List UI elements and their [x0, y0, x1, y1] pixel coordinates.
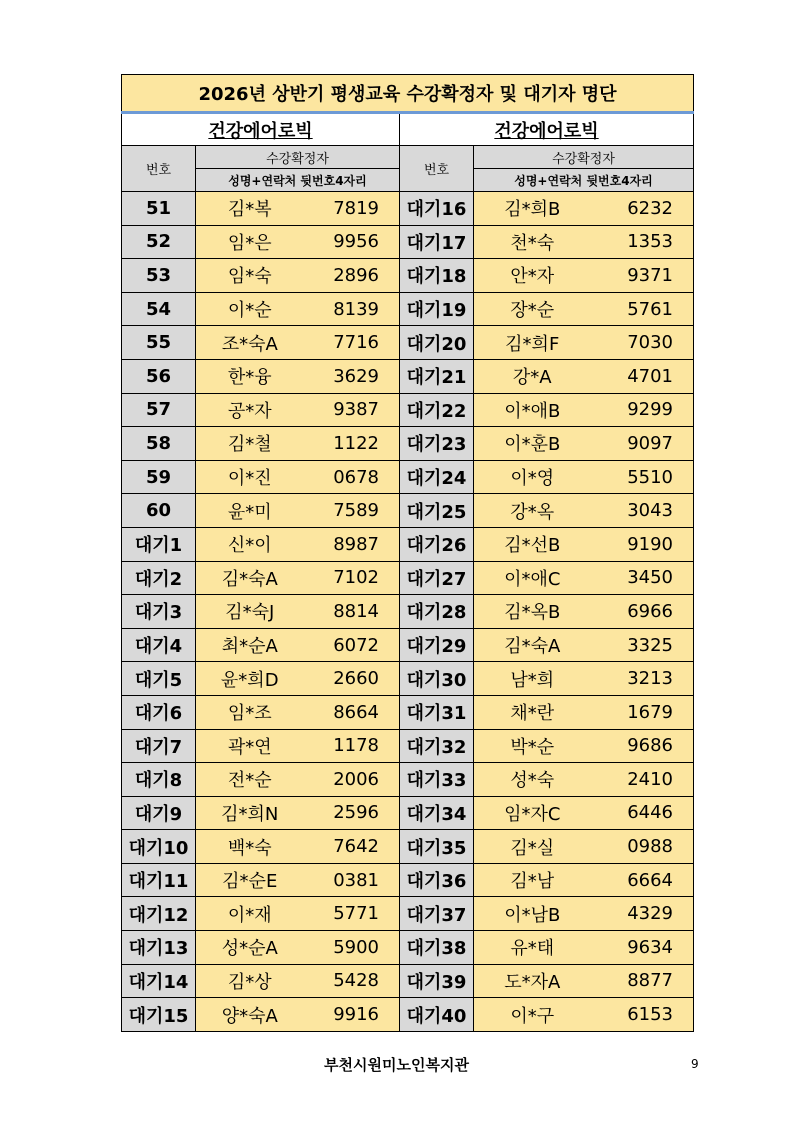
- right-person-name: 김*숙A: [474, 628, 585, 662]
- right-row-number: 대기20: [400, 326, 474, 360]
- left-phone-last4: 3629: [298, 359, 400, 393]
- left-row-number: 대기5: [122, 662, 196, 696]
- table-row: [122, 494, 694, 528]
- right-person-name: 강*A: [474, 359, 585, 393]
- left-person-name: 최*순A: [196, 628, 298, 662]
- table-row: [122, 897, 694, 931]
- right-phone-last4: 6446: [585, 796, 694, 830]
- right-row-number: 대기32: [400, 729, 474, 763]
- left-phone-last4: 8987: [298, 527, 400, 561]
- right-phone-last4: 8877: [585, 964, 694, 998]
- left-person-name: 김*상: [196, 964, 298, 998]
- right-person-name: 김*옥B: [474, 595, 585, 629]
- right-phone-last4: 9634: [585, 931, 694, 965]
- right-phone-last4: 9097: [585, 427, 694, 461]
- left-row-number: 대기8: [122, 763, 196, 797]
- right-phone-last4: 4701: [585, 359, 694, 393]
- right-person-name: 이*영: [474, 460, 585, 494]
- right-phone-last4: 6232: [585, 192, 694, 226]
- right-row-number: 대기37: [400, 897, 474, 931]
- right-row-number: 대기35: [400, 830, 474, 864]
- right-row-number: 대기34: [400, 796, 474, 830]
- right-person-name: 도*자A: [474, 964, 585, 998]
- left-sub-header: 성명+연락처 뒷번호4자리: [196, 169, 400, 192]
- footer-organization: 부천시원미노인복지관: [324, 1056, 469, 1074]
- left-person-name: 양*숙A: [196, 998, 298, 1032]
- left-phone-last4: 7589: [298, 494, 400, 528]
- left-person-name: 임*은: [196, 225, 298, 259]
- left-person-name: 이*진: [196, 460, 298, 494]
- table-row: [122, 427, 694, 461]
- left-row-number: 56: [122, 359, 196, 393]
- left-phone-last4: 0678: [298, 460, 400, 494]
- left-phone-last4: 7819: [298, 192, 400, 226]
- left-no-header: 번호: [122, 146, 196, 192]
- table-row: [122, 830, 694, 864]
- right-program-title: 건강에어로빅: [400, 113, 694, 146]
- right-phone-last4: 2410: [585, 763, 694, 797]
- left-row-number: 대기11: [122, 863, 196, 897]
- left-phone-last4: 5428: [298, 964, 400, 998]
- table-row: [122, 393, 694, 427]
- right-row-number: 대기33: [400, 763, 474, 797]
- right-phone-last4: 1679: [585, 695, 694, 729]
- left-row-number: 55: [122, 326, 196, 360]
- left-phone-last4: 5771: [298, 897, 400, 931]
- left-person-name: 임*조: [196, 695, 298, 729]
- right-person-name: 김*남: [474, 863, 585, 897]
- right-person-name: 강*옥: [474, 494, 585, 528]
- right-confirmed-header: 수강확정자: [474, 146, 694, 169]
- left-person-name: 이*순: [196, 292, 298, 326]
- left-row-number: 57: [122, 393, 196, 427]
- left-person-name: 김*복: [196, 192, 298, 226]
- left-phone-last4: 8139: [298, 292, 400, 326]
- left-phone-last4: 7102: [298, 561, 400, 595]
- left-row-number: 51: [122, 192, 196, 226]
- right-person-name: 김*선B: [474, 527, 585, 561]
- right-row-number: 대기36: [400, 863, 474, 897]
- left-person-name: 임*숙: [196, 259, 298, 293]
- table-row: [122, 192, 694, 226]
- left-row-number: 대기12: [122, 897, 196, 931]
- left-row-number: 대기2: [122, 561, 196, 595]
- left-phone-last4: 8664: [298, 695, 400, 729]
- page-number: 9: [691, 1057, 699, 1071]
- left-row-number: 대기15: [122, 998, 196, 1032]
- table-row: [122, 796, 694, 830]
- roster-table: [121, 74, 694, 1032]
- left-row-number: 대기14: [122, 964, 196, 998]
- left-phone-last4: 8814: [298, 595, 400, 629]
- right-person-name: 이*애C: [474, 561, 585, 595]
- right-phone-last4: 5761: [585, 292, 694, 326]
- right-phone-last4: 9190: [585, 527, 694, 561]
- right-person-name: 김*실: [474, 830, 585, 864]
- right-person-name: 성*숙: [474, 763, 585, 797]
- left-phone-last4: 2006: [298, 763, 400, 797]
- right-person-name: 이*남B: [474, 897, 585, 931]
- left-phone-last4: 7716: [298, 326, 400, 360]
- right-row-number: 대기21: [400, 359, 474, 393]
- right-person-name: 장*순: [474, 292, 585, 326]
- right-phone-last4: 5510: [585, 460, 694, 494]
- right-person-name: 이*애B: [474, 393, 585, 427]
- right-person-name: 김*희B: [474, 192, 585, 226]
- table-row: [122, 292, 694, 326]
- left-person-name: 김*희N: [196, 796, 298, 830]
- right-row-number: 대기30: [400, 662, 474, 696]
- right-person-name: 김*희F: [474, 326, 585, 360]
- left-person-name: 이*재: [196, 897, 298, 931]
- right-phone-last4: 9299: [585, 393, 694, 427]
- right-no-header: 번호: [400, 146, 474, 192]
- right-person-name: 박*순: [474, 729, 585, 763]
- left-row-number: 58: [122, 427, 196, 461]
- left-row-number: 대기3: [122, 595, 196, 629]
- right-phone-last4: 7030: [585, 326, 694, 360]
- right-person-name: 안*자: [474, 259, 585, 293]
- left-confirmed-header: 수강확정자: [196, 146, 400, 169]
- table-row: [122, 931, 694, 965]
- left-person-name: 공*자: [196, 393, 298, 427]
- table-row: [122, 662, 694, 696]
- right-row-number: 대기23: [400, 427, 474, 461]
- right-phone-last4: 4329: [585, 897, 694, 931]
- left-program-title: 건강에어로빅: [122, 113, 400, 146]
- left-row-number: 대기4: [122, 628, 196, 662]
- left-person-name: 곽*연: [196, 729, 298, 763]
- left-row-number: 53: [122, 259, 196, 293]
- left-person-name: 전*순: [196, 763, 298, 797]
- table-row: [122, 359, 694, 393]
- left-person-name: 백*숙: [196, 830, 298, 864]
- right-row-number: 대기16: [400, 192, 474, 226]
- right-phone-last4: 9686: [585, 729, 694, 763]
- right-sub-header: 성명+연락처 뒷번호4자리: [474, 169, 694, 192]
- left-phone-last4: 1178: [298, 729, 400, 763]
- left-phone-last4: 0381: [298, 863, 400, 897]
- table-row: [122, 561, 694, 595]
- left-person-name: 김*철: [196, 427, 298, 461]
- left-phone-last4: 2896: [298, 259, 400, 293]
- right-row-number: 대기39: [400, 964, 474, 998]
- table-row: [122, 863, 694, 897]
- left-row-number: 59: [122, 460, 196, 494]
- right-row-number: 대기17: [400, 225, 474, 259]
- left-row-number: 대기9: [122, 796, 196, 830]
- right-phone-last4: 6153: [585, 998, 694, 1032]
- left-row-number: 54: [122, 292, 196, 326]
- right-person-name: 유*태: [474, 931, 585, 965]
- table-row: [122, 695, 694, 729]
- left-row-number: 대기7: [122, 729, 196, 763]
- right-phone-last4: 0988: [585, 830, 694, 864]
- page-title: 2026년 상반기 평생교육 수강확정자 및 대기자 명단: [122, 75, 694, 113]
- right-person-name: 임*자C: [474, 796, 585, 830]
- left-phone-last4: 9387: [298, 393, 400, 427]
- left-row-number: 대기13: [122, 931, 196, 965]
- left-phone-last4: 7642: [298, 830, 400, 864]
- table-row: [122, 259, 694, 293]
- left-phone-last4: 2660: [298, 662, 400, 696]
- left-phone-last4: 1122: [298, 427, 400, 461]
- right-row-number: 대기18: [400, 259, 474, 293]
- table-row: [122, 225, 694, 259]
- right-row-number: 대기31: [400, 695, 474, 729]
- right-person-name: 채*란: [474, 695, 585, 729]
- right-row-number: 대기27: [400, 561, 474, 595]
- right-person-name: 천*숙: [474, 225, 585, 259]
- table-row: [122, 763, 694, 797]
- table-row: [122, 527, 694, 561]
- right-row-number: 대기24: [400, 460, 474, 494]
- left-phone-last4: 2596: [298, 796, 400, 830]
- table-row: [122, 628, 694, 662]
- left-person-name: 윤*희D: [196, 662, 298, 696]
- right-phone-last4: 3043: [585, 494, 694, 528]
- right-row-number: 대기38: [400, 931, 474, 965]
- left-person-name: 성*순A: [196, 931, 298, 965]
- left-person-name: 김*순E: [196, 863, 298, 897]
- right-row-number: 대기22: [400, 393, 474, 427]
- right-phone-last4: 6664: [585, 863, 694, 897]
- left-row-number: 대기6: [122, 695, 196, 729]
- left-person-name: 한*융: [196, 359, 298, 393]
- table-row: [122, 729, 694, 763]
- right-row-number: 대기29: [400, 628, 474, 662]
- right-row-number: 대기19: [400, 292, 474, 326]
- left-person-name: 김*숙J: [196, 595, 298, 629]
- table-row: [122, 595, 694, 629]
- right-person-name: 이*훈B: [474, 427, 585, 461]
- left-person-name: 신*이: [196, 527, 298, 561]
- right-phone-last4: 3325: [585, 628, 694, 662]
- left-row-number: 대기1: [122, 527, 196, 561]
- left-person-name: 조*숙A: [196, 326, 298, 360]
- table-row: [122, 326, 694, 360]
- left-person-name: 김*숙A: [196, 561, 298, 595]
- right-phone-last4: 6966: [585, 595, 694, 629]
- left-phone-last4: 9956: [298, 225, 400, 259]
- right-phone-last4: 1353: [585, 225, 694, 259]
- right-phone-last4: 9371: [585, 259, 694, 293]
- right-row-number: 대기26: [400, 527, 474, 561]
- left-row-number: 60: [122, 494, 196, 528]
- table-row: [122, 460, 694, 494]
- right-row-number: 대기28: [400, 595, 474, 629]
- left-row-number: 대기10: [122, 830, 196, 864]
- right-person-name: 남*희: [474, 662, 585, 696]
- left-person-name: 윤*미: [196, 494, 298, 528]
- table-row: [122, 964, 694, 998]
- right-person-name: 이*구: [474, 998, 585, 1032]
- left-phone-last4: 6072: [298, 628, 400, 662]
- left-phone-last4: 9916: [298, 998, 400, 1032]
- right-phone-last4: 3213: [585, 662, 694, 696]
- right-row-number: 대기40: [400, 998, 474, 1032]
- left-row-number: 52: [122, 225, 196, 259]
- table-row: [122, 998, 694, 1032]
- right-phone-last4: 3450: [585, 561, 694, 595]
- left-phone-last4: 5900: [298, 931, 400, 965]
- right-row-number: 대기25: [400, 494, 474, 528]
